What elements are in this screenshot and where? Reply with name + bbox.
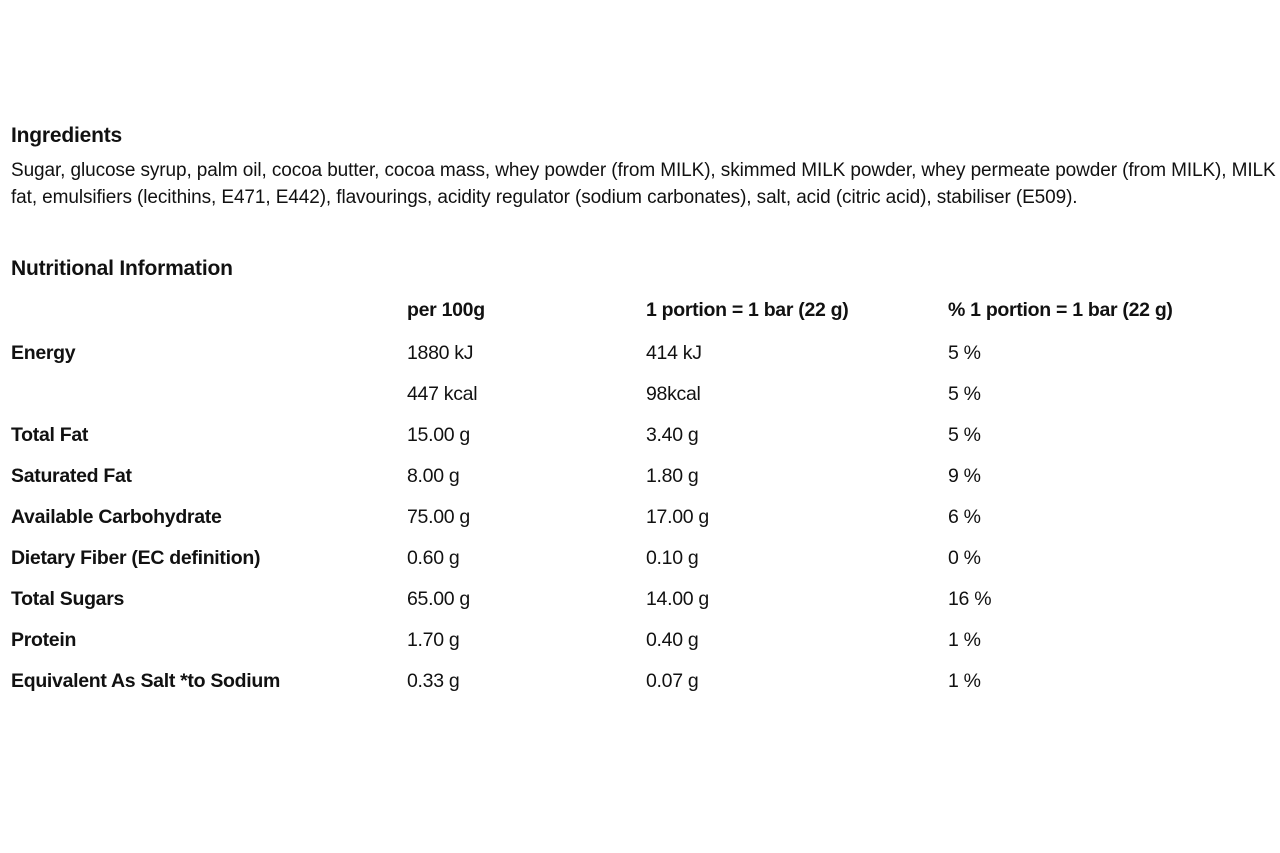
table-row	[11, 538, 1248, 579]
value-percent: 5 %	[948, 383, 981, 405]
value-portion: 0.10 g	[646, 547, 699, 569]
nutrient-label: Total Fat	[11, 424, 89, 446]
nutrition-heading: Nutritional Information	[11, 257, 233, 280]
value-portion: 1.80 g	[646, 465, 699, 487]
value-per-100g: 65.00 g	[407, 588, 470, 610]
nutrient-label: Saturated Fat	[11, 465, 132, 487]
table-row	[11, 374, 1248, 415]
value-portion: 14.00 g	[646, 588, 709, 610]
nutrient-label: Energy	[11, 342, 76, 364]
nutrient-label: Protein	[11, 629, 77, 651]
value-percent: 6 %	[948, 506, 981, 528]
value-portion: 17.00 g	[646, 506, 709, 528]
product-info	[11, 122, 1276, 702]
table-row	[11, 579, 1248, 620]
value-percent: 1 %	[948, 670, 981, 692]
ingredients-text: Sugar, glucose syrup, palm oil, cocoa butter, cocoa mass, whey powder (from MILK), skimmed MILK powder, whey permeate powder (from MILK), MILK fat, emulsifiers (lecithins, E471, E442), flavourings, acidity regulator (sodium carbonates), salt, acid (citric acid), stabiliser (E509).	[11, 160, 1276, 208]
nutrition-section	[11, 255, 1276, 702]
value-portion: 3.40 g	[646, 424, 699, 446]
header-percent-portion: % 1 portion = 1 bar (22 g)	[948, 299, 1173, 321]
header-nutrient	[11, 299, 407, 333]
nutrition-header-row	[11, 299, 1248, 333]
value-per-100g: 447 kcal	[407, 383, 478, 405]
value-per-100g: 1880 kJ	[407, 342, 474, 364]
value-per-100g: 1.70 g	[407, 629, 460, 651]
table-row	[11, 333, 1248, 374]
value-portion: 0.40 g	[646, 629, 699, 651]
value-per-100g: 0.60 g	[407, 547, 460, 569]
value-portion: 98kcal	[646, 383, 701, 405]
nutrient-label: Equivalent As Salt *to Sodium	[11, 670, 281, 692]
nutrient-label: Dietary Fiber (EC definition)	[11, 547, 261, 569]
header-portion: 1 portion = 1 bar (22 g)	[646, 299, 849, 321]
table-row	[11, 497, 1248, 538]
nutrient-label: Total Sugars	[11, 588, 125, 610]
table-row	[11, 456, 1248, 497]
ingredients-heading: Ingredients	[11, 124, 122, 147]
value-per-100g: 8.00 g	[407, 465, 460, 487]
value-portion: 0.07 g	[646, 670, 699, 692]
value-percent: 5 %	[948, 424, 981, 446]
nutrient-label: Available Carbohydrate	[11, 506, 222, 528]
table-row	[11, 661, 1248, 702]
value-percent: 5 %	[948, 342, 981, 364]
value-per-100g: 75.00 g	[407, 506, 470, 528]
value-percent: 16 %	[948, 588, 992, 610]
table-row	[11, 415, 1248, 456]
nutrition-table	[11, 299, 1248, 702]
value-portion: 414 kJ	[646, 342, 702, 364]
ingredients-section	[11, 122, 1276, 211]
nutrient-label	[11, 374, 407, 415]
value-percent: 1 %	[948, 629, 981, 651]
value-per-100g: 0.33 g	[407, 670, 460, 692]
value-per-100g: 15.00 g	[407, 424, 470, 446]
header-per-100g: per 100g	[407, 299, 485, 321]
value-percent: 9 %	[948, 465, 981, 487]
table-row	[11, 620, 1248, 661]
value-percent: 0 %	[948, 547, 981, 569]
